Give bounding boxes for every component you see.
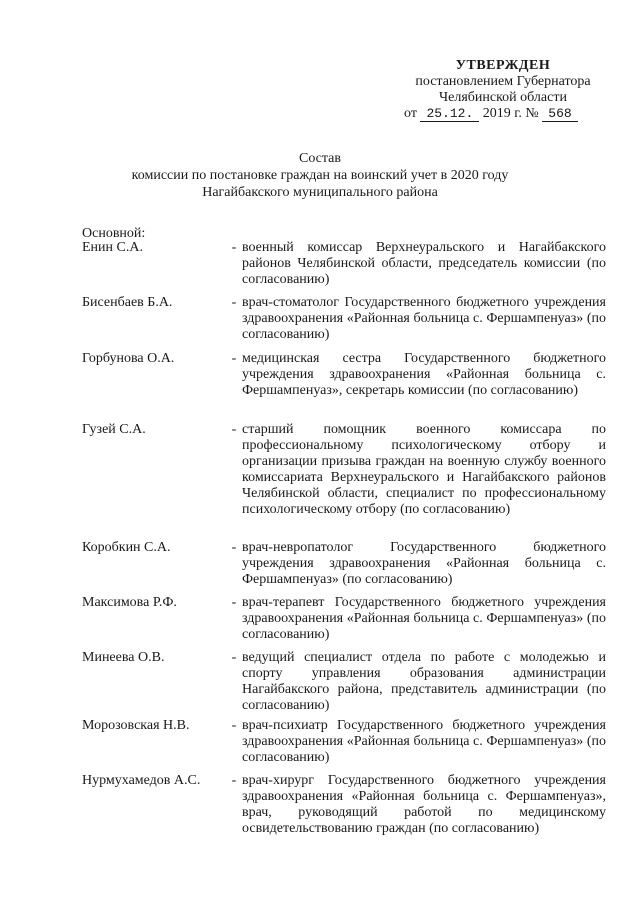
date-prefix: от: [404, 106, 417, 121]
heading-district: Нагайбакского муниципального района: [202, 185, 438, 200]
member-name: Максимова Р.Ф.: [82, 595, 177, 610]
member-name: Горбунова О.А.: [82, 351, 175, 366]
member-name: Гузей С.А.: [82, 422, 146, 437]
section-label: Основной:: [82, 226, 146, 241]
approval-date-line: [398, 106, 608, 122]
member-dash: -: [231, 595, 237, 610]
approval-line-2: Челябинской области: [439, 90, 567, 105]
member-name: Морозовская Н.В.: [82, 718, 190, 733]
member-dash: -: [231, 540, 237, 555]
heading-title: Состав: [298, 151, 341, 166]
member-description: ведущий специалист отдела по работе с молодежью и спорту управления образования администрации Нагайбакского района, представитель администрации (по согласованию): [242, 650, 606, 713]
approval-date: 25.12.: [420, 107, 479, 122]
member-description: врач-стоматолог Государственного бюджетного учреждения здравоохранения «Районная больница с. Фершампенуаз» (по согласованию): [242, 295, 606, 342]
member-dash: -: [231, 773, 237, 788]
member-dash: -: [231, 295, 237, 310]
member-dash: -: [231, 718, 237, 733]
member-name: Енин С.А.: [82, 240, 143, 255]
member-description: старший помощник военного комиссара по профессиональному психологическому отбору и организации призыва граждан на военную службу военного комиссариата Верхнеуральского и Нагайбакского районов Челябинской области, специалист по профессиональному психологическому отбору (по согласованию): [242, 422, 606, 517]
member-dash: -: [231, 422, 237, 437]
approval-line-1: постановлением Губернатора: [415, 74, 591, 89]
approval-title: УТВЕРЖДЕН: [455, 58, 551, 73]
member-name: Минеева О.В.: [82, 650, 165, 665]
member-description: военный комиссар Верхнеуральского и Нагайбакского районов Челябинской области, председатель комиссии (по согласованию): [242, 240, 606, 287]
member-name: Коробкин С.А.: [82, 540, 171, 555]
member-description: врач-хирург Государственного бюджетного учреждения здравоохранения «Районная больница с. Фершампенуаз», врач, руководящий работой по медицинскому освидетельствованию граждан (по согласованию): [242, 773, 606, 836]
document-heading: [0, 150, 640, 201]
member-dash: -: [231, 650, 237, 665]
heading-subtitle: комиссии по постановке граждан на воинский учет в 2020 году: [131, 168, 509, 183]
approval-year: 2019 г. №: [482, 106, 539, 121]
member-description: врач-психиатр Государственного бюджетного учреждения здравоохранения «Районная больница с. Фершампенуаз» (по согласованию): [242, 718, 606, 765]
member-description: врач-терапевт Государственного бюджетного учреждения здравоохранения «Районная больница с. Фершампенуаз» (по согласованию): [242, 595, 606, 642]
member-name: Бисенбаев Б.А.: [82, 295, 173, 310]
member-description: медицинская сестра Государственного бюджетного учреждения здравоохранения «Районная больница с. Фершампенуаз», секретарь комиссии (по согласованию): [242, 351, 606, 398]
approval-number: 568: [542, 107, 577, 122]
member-dash: -: [231, 240, 237, 255]
member-name: Нурмухамедов А.С.: [82, 773, 201, 788]
member-description: врач-невропатолог Государственного бюджетного учреждения здравоохранения «Районная больница с. Фершампенуаз» (по согласованию): [242, 540, 606, 587]
member-dash: -: [231, 351, 237, 366]
approval-block: [398, 58, 608, 122]
